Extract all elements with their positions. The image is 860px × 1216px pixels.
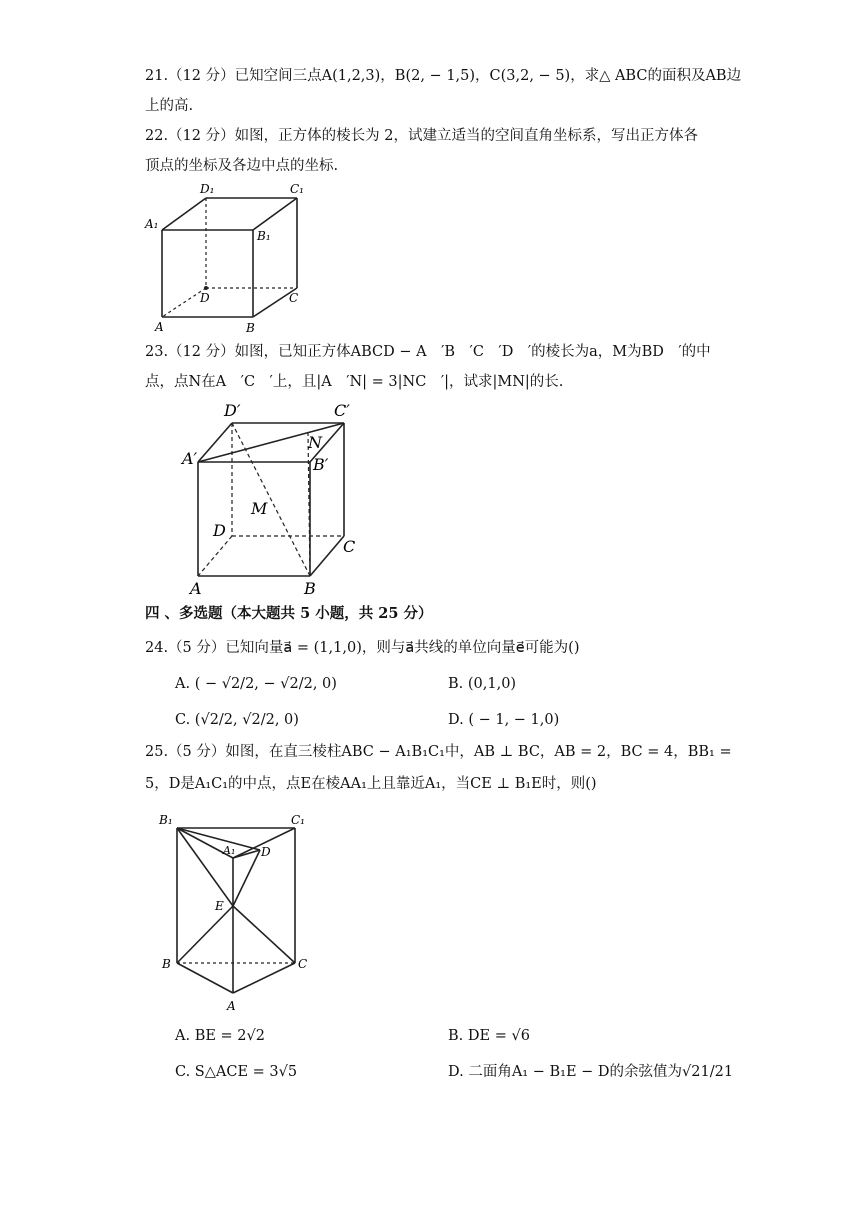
q25-label-E: E (215, 899, 224, 913)
q24-stem: 24.（5 分）已知向量a⃗ = (1,1,0)，则与a⃗共线的单位向量e⃗可能为() (145, 640, 580, 656)
q22-label-A: A (155, 320, 164, 334)
q23-label-Dp: D′ (224, 401, 241, 420)
q22-line2: 顶点的坐标及各边中点的坐标. (145, 158, 339, 174)
q23-label-D: D (213, 521, 226, 540)
q23-label-Ap: A′ (182, 449, 198, 468)
q25-line1: 25.（5 分）如图，在直三棱柱ABC − A₁B₁C₁中，AB ⊥ BC，AB = 2，BC = 4，BB₁ = (145, 744, 732, 760)
q23-label-B: B (304, 579, 316, 598)
q22-label-C1: C₁ (290, 182, 304, 196)
q25-option-b: B. DE = √6 (448, 1028, 530, 1044)
q23-label-Cp: C′ (334, 401, 350, 420)
q22-line1: 22.（12 分）如图，正方体的棱长为 2，试建立适当的空间直角坐标系，写出正方体各 (145, 128, 698, 144)
q23-cube-figure (180, 398, 370, 598)
q23-label-Bp: B′ (313, 455, 329, 474)
q21-line2: 上的高. (145, 98, 194, 114)
q25-line2: 5，D是A₁C₁的中点，点E在棱AA₁上且靠近A₁，当CE ⊥ B₁E时，则() (145, 776, 597, 792)
q23-label-N: N (308, 433, 322, 452)
section-title: 四 、多选题（本大题共 5 小题，共 25 分） (145, 605, 433, 622)
q22-label-D: D (200, 291, 210, 305)
q25-option-d: D. 二面角A₁ − B₁E − D的余弦值为√21/21 (448, 1064, 734, 1080)
q24-option-a: A. ( − √2/2, − √2/2, 0) (175, 676, 337, 692)
q23-label-C: C (343, 537, 356, 556)
q22-label-A1: A₁ (145, 217, 159, 231)
q22-label-B1: B₁ (257, 229, 271, 243)
q25-label-B1: B₁ (159, 813, 173, 827)
q25-label-B: B (162, 957, 171, 971)
q25-option-a: A. BE = 2√2 (175, 1028, 265, 1044)
q24-option-b: B. (0,1,0) (448, 676, 517, 692)
q22-label-C: C (289, 291, 299, 305)
q25-prism-figure (155, 808, 325, 1018)
q23-line1: 23.（12 分）如图，已知正方体ABCD − A ′B ′C ′D ′的棱长为a，M为BD ′的中 (145, 344, 711, 360)
q25-label-D: D (261, 845, 271, 859)
q25-option-c: C. S△ACE = 3√5 (175, 1064, 298, 1080)
q24-option-c: C. (√2/2, √2/2, 0) (175, 712, 299, 728)
q23-line2: 点，点N在A ′C ′上，且|A ′N| = 3|NC ′|，试求|MN|的长. (145, 374, 564, 390)
q25-label-A1: A₁ (223, 844, 236, 857)
q25-label-A: A (227, 999, 236, 1013)
q22-cube-figure (140, 180, 320, 340)
q21-line1: 21.（12 分）已知空间三点A(1,2,3)，B(2, − 1,5)，C(3,2, − 5)，求△ ABC的面积及AB边 (145, 68, 742, 84)
q24-option-d: D. ( − 1, − 1,0) (448, 712, 560, 728)
q22-label-B: B (246, 321, 255, 335)
q23-label-A: A (190, 579, 202, 598)
q25-label-C1: C₁ (291, 813, 305, 827)
q22-label-D1: D₁ (200, 182, 215, 196)
q25-label-C: C (298, 957, 308, 971)
q23-label-M: M (251, 499, 268, 518)
